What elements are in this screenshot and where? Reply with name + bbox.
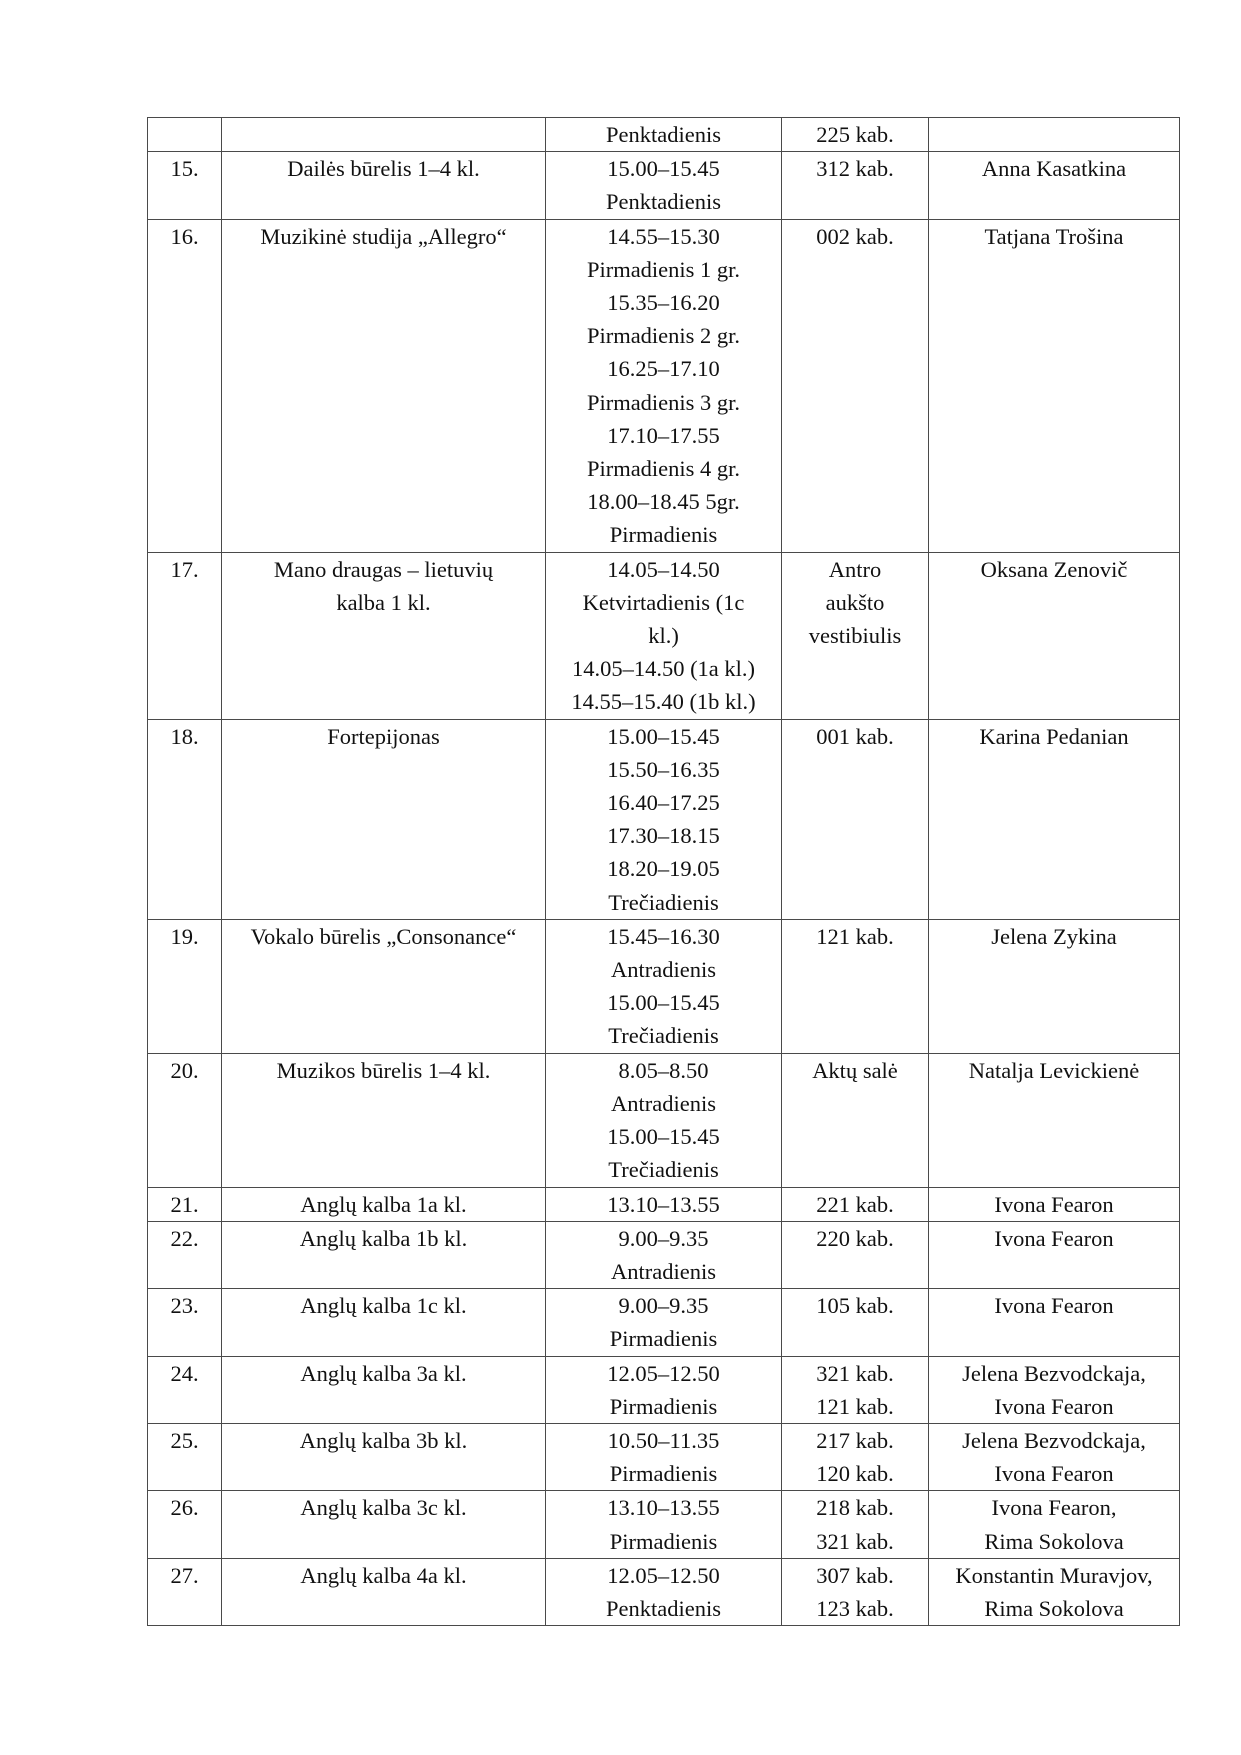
table-row	[148, 919, 1180, 1053]
room-cell: 225 kab.	[782, 118, 929, 152]
teacher-cell: Karina Pedanian	[929, 719, 1180, 919]
activity-name-cell: Anglų kalba 1a kl.	[222, 1187, 546, 1221]
row-number-cell: 15.	[148, 152, 222, 219]
teacher-cell: Jelena Zykina	[929, 919, 1180, 1053]
activity-name-cell: Mano draugas – lietuvių kalba 1 kl.	[222, 552, 546, 719]
schedule-time-cell: 8.05–8.50 Antradienis 15.00–15.45 Trečiadienis	[546, 1053, 782, 1187]
room-cell: 312 kab.	[782, 152, 929, 219]
activity-name-cell: Anglų kalba 1c kl.	[222, 1289, 546, 1356]
activity-name-cell: Anglų kalba 3b kl.	[222, 1423, 546, 1490]
schedule-time-cell: 9.00–9.35 Antradienis	[546, 1221, 782, 1288]
table-row	[148, 1491, 1180, 1558]
activity-name-cell	[222, 118, 546, 152]
row-number-cell: 27.	[148, 1558, 222, 1625]
row-number-cell: 20.	[148, 1053, 222, 1187]
teacher-cell: Ivona Fearon	[929, 1289, 1180, 1356]
teacher-cell: Oksana Zenovič	[929, 552, 1180, 719]
room-cell: Aktų salė	[782, 1053, 929, 1187]
table-row	[148, 1289, 1180, 1356]
room-cell: 001 kab.	[782, 719, 929, 919]
room-cell: 002 kab.	[782, 219, 929, 552]
room-cell: 220 kab.	[782, 1221, 929, 1288]
activity-name-cell: Muzikinė studija „Allegro“	[222, 219, 546, 552]
row-number-cell: 21.	[148, 1187, 222, 1221]
teacher-cell: Anna Kasatkina	[929, 152, 1180, 219]
teacher-cell: Ivona Fearon	[929, 1187, 1180, 1221]
table-row	[148, 552, 1180, 719]
teacher-cell: Tatjana Trošina	[929, 219, 1180, 552]
activities-schedule-table	[147, 117, 1180, 1626]
room-cell: 121 kab.	[782, 919, 929, 1053]
schedule-time-cell: 12.05–12.50 Pirmadienis	[546, 1356, 782, 1423]
schedule-time-cell: Penktadienis	[546, 118, 782, 152]
activity-name-cell: Anglų kalba 4a kl.	[222, 1558, 546, 1625]
activity-name-cell: Anglų kalba 3c kl.	[222, 1491, 546, 1558]
table-row	[148, 219, 1180, 552]
room-cell: 218 kab. 321 kab.	[782, 1491, 929, 1558]
row-number-cell: 18.	[148, 719, 222, 919]
activity-name-cell: Dailės būrelis 1–4 kl.	[222, 152, 546, 219]
teacher-cell: Konstantin Muravjov, Rima Sokolova	[929, 1558, 1180, 1625]
room-cell: 105 kab.	[782, 1289, 929, 1356]
table-row	[148, 1053, 1180, 1187]
teacher-cell: Jelena Bezvodckaja, Ivona Fearon	[929, 1423, 1180, 1490]
table-row	[148, 118, 1180, 152]
table-row	[148, 1423, 1180, 1490]
room-cell: Antro aukšto vestibiulis	[782, 552, 929, 719]
activity-name-cell: Anglų kalba 1b kl.	[222, 1221, 546, 1288]
room-cell: 321 kab. 121 kab.	[782, 1356, 929, 1423]
row-number-cell	[148, 118, 222, 152]
room-cell: 217 kab. 120 kab.	[782, 1423, 929, 1490]
activity-name-cell: Muzikos būrelis 1–4 kl.	[222, 1053, 546, 1187]
table-row	[148, 152, 1180, 219]
schedule-table-body	[148, 118, 1180, 1626]
row-number-cell: 26.	[148, 1491, 222, 1558]
table-row	[148, 1356, 1180, 1423]
schedule-time-cell: 15.45–16.30 Antradienis 15.00–15.45 Trečiadienis	[546, 919, 782, 1053]
table-row	[148, 1558, 1180, 1625]
row-number-cell: 24.	[148, 1356, 222, 1423]
teacher-cell	[929, 118, 1180, 152]
schedule-time-cell: 10.50–11.35 Pirmadienis	[546, 1423, 782, 1490]
teacher-cell: Ivona Fearon, Rima Sokolova	[929, 1491, 1180, 1558]
room-cell: 221 kab.	[782, 1187, 929, 1221]
schedule-time-cell: 14.55–15.30 Pirmadienis 1 gr. 15.35–16.20 Pirmadienis 2 gr. 16.25–17.10 Pirmadienis 3 gr. 17.10–17.55 Pirmadienis 4 gr. 18.00–18.45 5gr. Pirmadienis	[546, 219, 782, 552]
activity-name-cell: Fortepijonas	[222, 719, 546, 919]
schedule-time-cell: 14.05–14.50 Ketvirtadienis (1c kl.) 14.05–14.50 (1a kl.) 14.55–15.40 (1b kl.)	[546, 552, 782, 719]
schedule-time-cell: 13.10–13.55 Pirmadienis	[546, 1491, 782, 1558]
table-row	[148, 719, 1180, 919]
schedule-time-cell: 15.00–15.45 Penktadienis	[546, 152, 782, 219]
activity-name-cell: Anglų kalba 3a kl.	[222, 1356, 546, 1423]
schedule-time-cell: 15.00–15.45 15.50–16.35 16.40–17.25 17.30–18.15 18.20–19.05 Trečiadienis	[546, 719, 782, 919]
teacher-cell: Natalja Levickienė	[929, 1053, 1180, 1187]
row-number-cell: 19.	[148, 919, 222, 1053]
teacher-cell: Jelena Bezvodckaja, Ivona Fearon	[929, 1356, 1180, 1423]
room-cell: 307 kab. 123 kab.	[782, 1558, 929, 1625]
row-number-cell: 23.	[148, 1289, 222, 1356]
table-row	[148, 1221, 1180, 1288]
activity-name-cell: Vokalo būrelis „Consonance“	[222, 919, 546, 1053]
schedule-time-cell: 12.05–12.50 Penktadienis	[546, 1558, 782, 1625]
schedule-time-cell: 9.00–9.35 Pirmadienis	[546, 1289, 782, 1356]
row-number-cell: 17.	[148, 552, 222, 719]
row-number-cell: 25.	[148, 1423, 222, 1490]
schedule-time-cell: 13.10–13.55	[546, 1187, 782, 1221]
teacher-cell: Ivona Fearon	[929, 1221, 1180, 1288]
row-number-cell: 22.	[148, 1221, 222, 1288]
row-number-cell: 16.	[148, 219, 222, 552]
table-row	[148, 1187, 1180, 1221]
